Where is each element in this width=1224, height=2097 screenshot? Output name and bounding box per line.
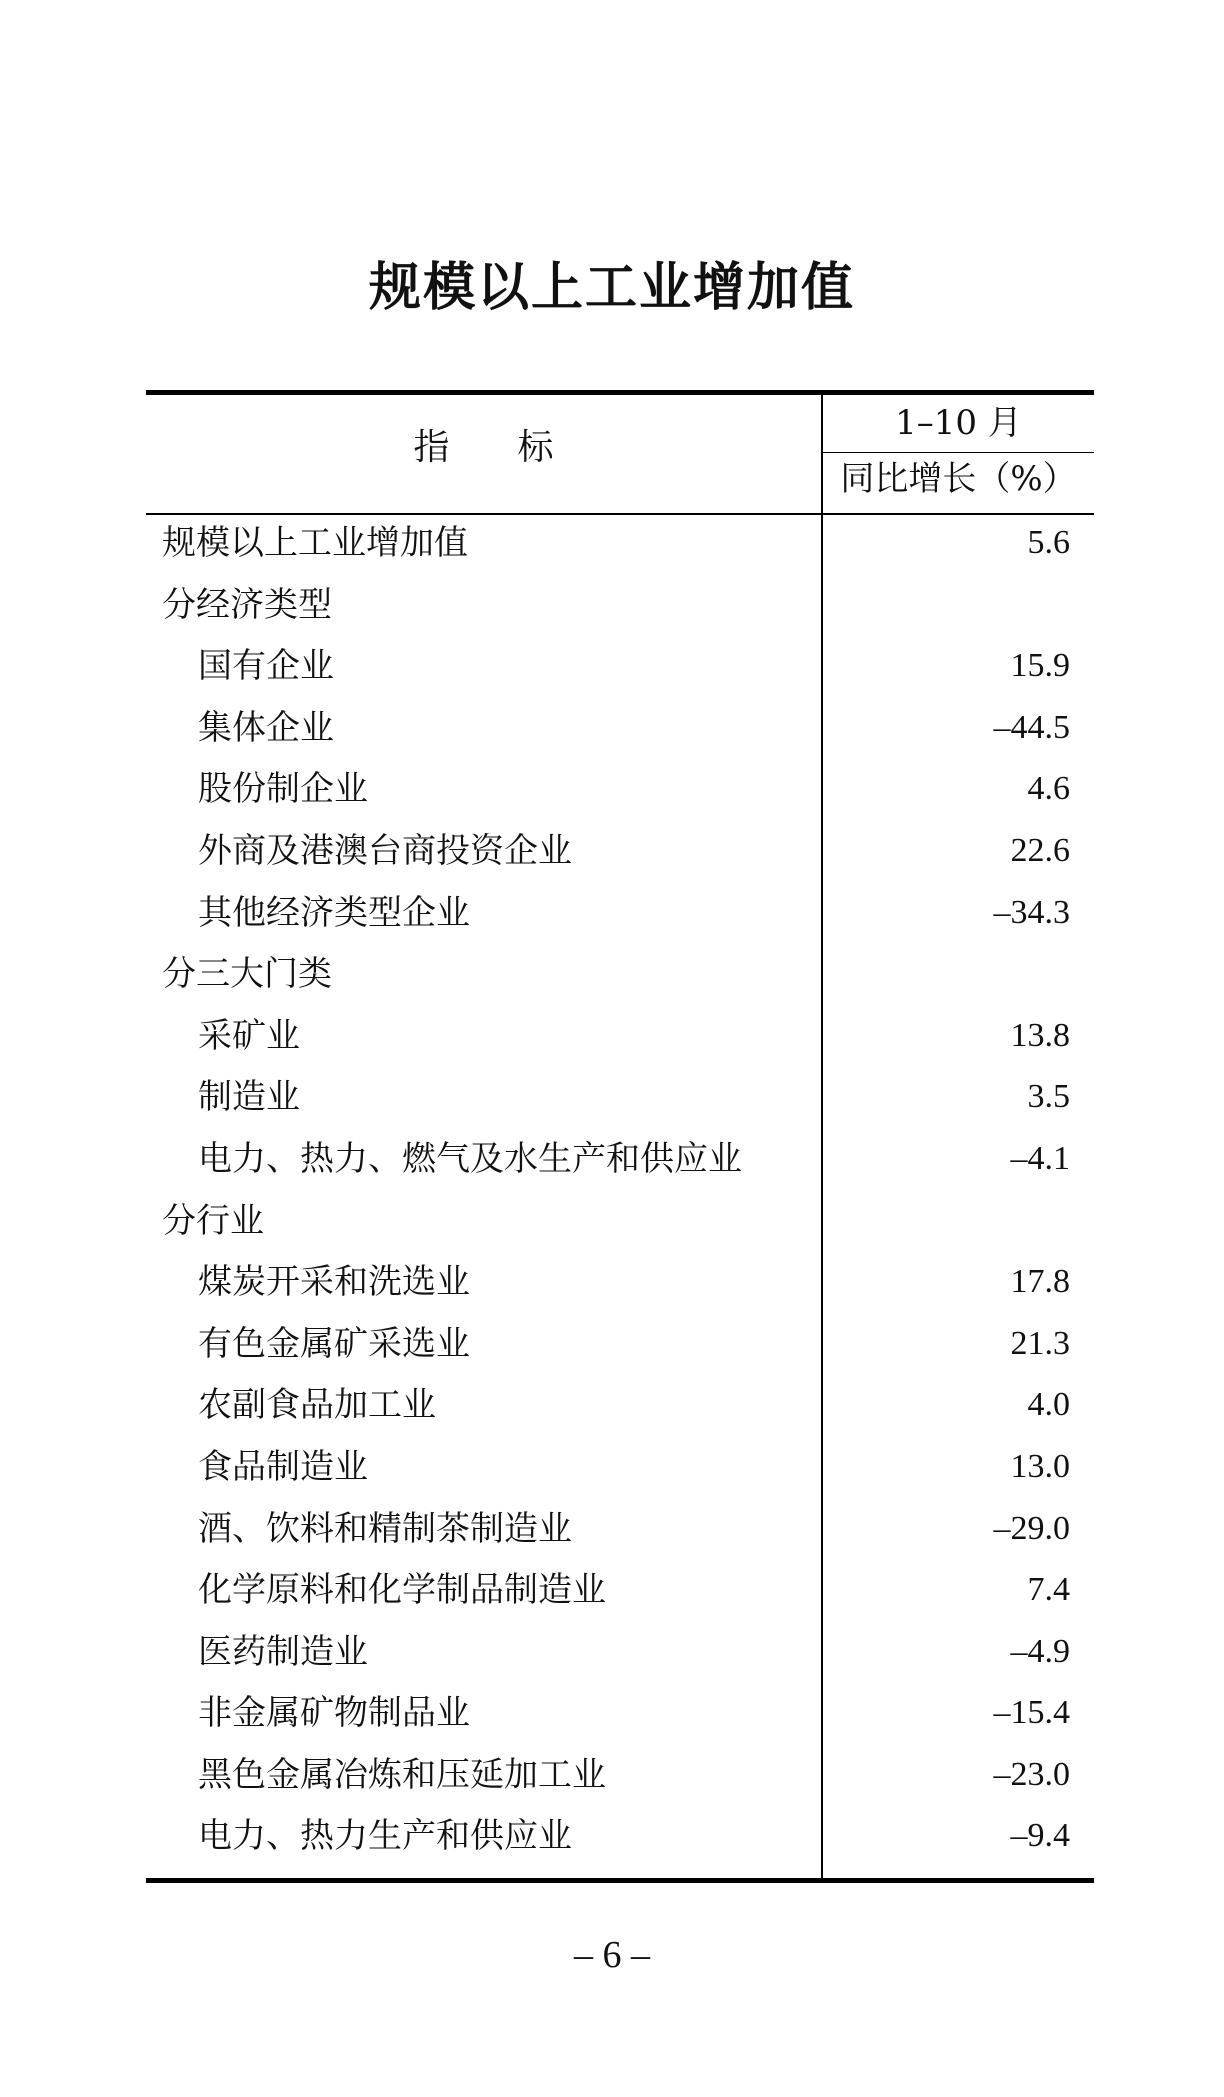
row-label: 分经济类型	[162, 584, 332, 625]
table-row	[146, 1807, 1094, 1869]
table-row	[146, 760, 1094, 822]
row-label: 其他经济类型企业	[198, 892, 470, 933]
indicator-header-char-2: 标	[517, 427, 554, 468]
page-number: – 6 –	[574, 1934, 650, 1976]
row-value: 13.8	[1010, 1016, 1070, 1054]
row-label: 食品制造业	[198, 1446, 368, 1487]
row-value: 3.5	[1027, 1078, 1070, 1116]
row-value: –44.5	[993, 708, 1070, 746]
row-label: 分行业	[162, 1200, 264, 1241]
header-inner-rule	[823, 452, 1094, 453]
row-value: –23.0	[993, 1755, 1070, 1793]
table-row	[146, 1192, 1094, 1254]
table-row	[146, 576, 1094, 638]
row-label: 煤炭开采和洗选业	[198, 1262, 470, 1303]
row-label: 黑色金属冶炼和压延加工业	[198, 1754, 606, 1795]
row-value: 4.0	[1027, 1386, 1070, 1424]
row-label: 化学原料和化学制品制造业	[198, 1570, 606, 1611]
row-value: 7.4	[1027, 1571, 1070, 1609]
row-label: 采矿业	[198, 1015, 300, 1056]
table-row	[146, 884, 1094, 946]
table-top-rule	[146, 390, 1094, 395]
row-value: 5.6	[1027, 524, 1070, 561]
row-value: –34.3	[993, 893, 1070, 931]
row-label: 外商及港澳台商投资企业	[198, 830, 572, 871]
table-row	[146, 1315, 1094, 1377]
indicator-header	[146, 427, 821, 468]
table-row	[146, 699, 1094, 761]
row-value: –4.9	[1010, 1632, 1070, 1670]
row-value: –9.4	[1010, 1817, 1070, 1855]
row-value: 15.9	[1010, 647, 1070, 685]
row-label: 有色金属矿采选业	[198, 1323, 470, 1364]
row-label: 集体企业	[198, 707, 334, 748]
row-value: 21.3	[1010, 1324, 1070, 1362]
table-row	[146, 822, 1094, 884]
row-label: 制造业	[198, 1077, 300, 1118]
row-value: –4.1	[1010, 1139, 1070, 1177]
row-label: 酒、饮料和精制茶制造业	[198, 1508, 572, 1549]
row-label: 股份制企业	[198, 769, 368, 810]
row-value: –15.4	[993, 1694, 1070, 1732]
unit-header: 同比增长（%）	[840, 459, 1077, 499]
table-row	[146, 514, 1094, 576]
table-bottom-rule	[146, 1878, 1094, 1883]
row-label: 规模以上工业增加值	[162, 523, 468, 563]
row-label: 电力、热力、燃气及水生产和供应业	[198, 1138, 742, 1179]
table-row	[146, 1746, 1094, 1808]
indicator-header-char-1: 指	[413, 427, 450, 468]
row-label: 医药制造业	[198, 1631, 368, 1672]
table-row	[146, 1500, 1094, 1562]
table-row	[146, 1376, 1094, 1438]
table-row	[146, 1130, 1094, 1192]
table-row	[146, 1623, 1094, 1685]
row-value: –29.0	[993, 1509, 1070, 1547]
row-label: 农副食品加工业	[198, 1385, 436, 1426]
table-row	[146, 1007, 1094, 1069]
row-label: 非金属矿物制品业	[198, 1693, 470, 1734]
row-value: 13.0	[1010, 1447, 1070, 1485]
table-body	[146, 514, 1094, 1869]
row-value: 17.8	[1010, 1263, 1070, 1301]
row-label: 国有企业	[198, 646, 334, 687]
period-header: 1–10 月	[895, 403, 1022, 443]
table-row	[146, 637, 1094, 699]
table-row	[146, 945, 1094, 1007]
table-row	[146, 1438, 1094, 1500]
table-row	[146, 1253, 1094, 1315]
table-row	[146, 1068, 1094, 1130]
row-label: 电力、热力生产和供应业	[198, 1816, 572, 1857]
row-label: 分三大门类	[162, 954, 332, 995]
page-title: 规模以上工业增加值	[368, 258, 855, 318]
row-value: 4.6	[1027, 770, 1070, 808]
row-value: 22.6	[1010, 831, 1070, 869]
table-row	[146, 1684, 1094, 1746]
table-row	[146, 1561, 1094, 1623]
